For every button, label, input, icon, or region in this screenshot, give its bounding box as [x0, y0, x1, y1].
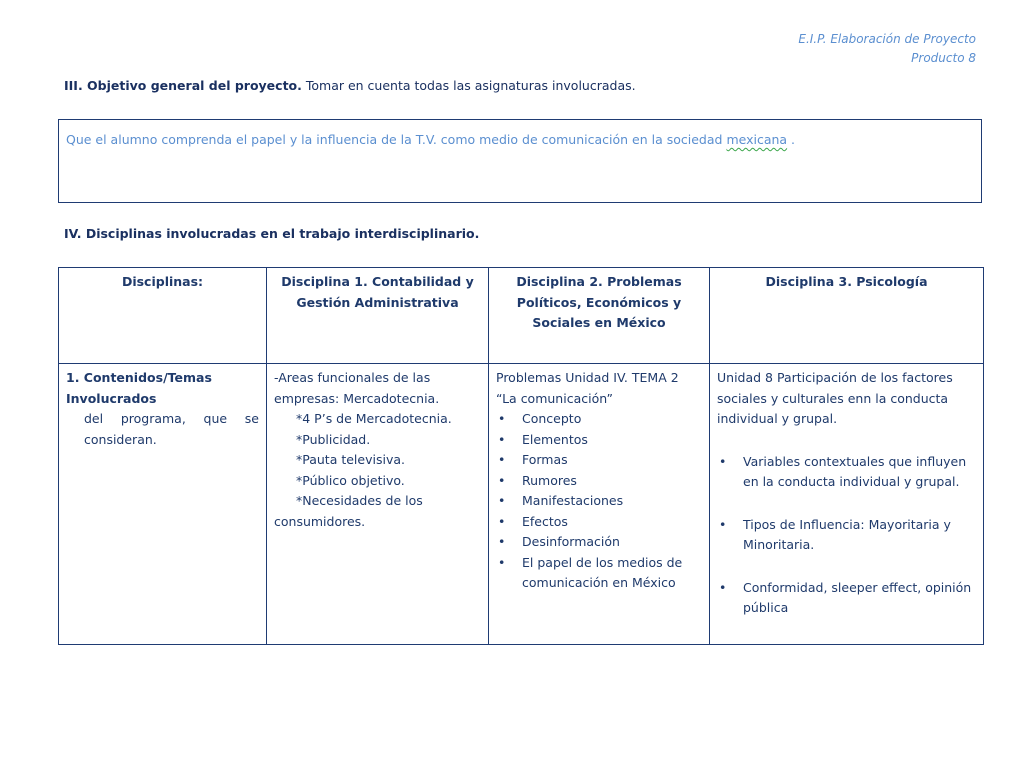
objective-end: . [787, 132, 796, 147]
list-item: • Formas [496, 450, 702, 471]
row-label-cell [59, 364, 267, 645]
list-item: • Concepto [496, 409, 702, 430]
document-header [798, 30, 976, 68]
list-item: *4 P’s de Mercadotecnia. [296, 411, 452, 426]
list-item: • Manifestaciones [496, 491, 702, 512]
disciplina-3-intro: Unidad 8 Participación de los factores sociales y culturales enn la conducta individual y grupal. [717, 370, 953, 426]
list-item: *Publicidad. [296, 431, 371, 447]
section-4-title [64, 226, 479, 241]
disciplina-2-list [496, 409, 702, 594]
disciplina-1-intro: -Areas funcionales de las empresas: Mercadotecnia. [274, 370, 440, 406]
disciplines-table [58, 267, 984, 645]
header-disciplinas: Disciplinas: [59, 268, 267, 364]
section-3-title [64, 78, 636, 93]
header-disciplina-2: Disciplina 2. Problemas Políticos, Económicos y Sociales en México [489, 268, 710, 364]
disciplina-1-cell [267, 364, 489, 645]
objective-box [58, 119, 982, 203]
row-label-rest: del programa, que se consideran. [84, 411, 259, 447]
list-item: *Pauta televisiva. [296, 452, 405, 467]
table-row [59, 364, 984, 645]
header-disciplina-1: Disciplina 1. Contabilidad y Gestión Administrativa [267, 268, 489, 364]
list-item: • Desinformación [496, 532, 702, 553]
section-4-title-text: IV. Disciplinas involucradas en el trabajo interdisciplinario. [64, 226, 480, 241]
header-line-1: E.I.P. Elaboración de Proyecto [798, 32, 976, 46]
list-item: • Efectos [496, 512, 702, 533]
section-3-title-rest: Tomar en cuenta todas las asignaturas involucradas. [301, 78, 636, 93]
header-disciplina-3: Disciplina 3. Psicología [710, 268, 984, 364]
section-3-title-bold: III. Objetivo general del proyecto. [64, 78, 302, 93]
list-item: *Necesidades de los consumidores. [274, 493, 423, 529]
list-item: *Público objetivo. [296, 472, 405, 488]
objective-underlined-word: mexicana [726, 132, 788, 147]
disciplina-2-cell [489, 364, 710, 645]
list-item: • El papel de los medios de comunicación en México [496, 553, 702, 594]
disciplina-3-list [717, 452, 976, 619]
header-line-2: Producto 8 [911, 51, 976, 65]
list-item: • Tipos de Influencia: Mayoritaria y Minoritaria. [717, 515, 976, 556]
list-item: • Variables contextuales que influyen en la conducta individual y grupal. [717, 452, 976, 493]
list-item: • Elementos [496, 430, 702, 451]
list-item: • Conformidad, sleeper effect, opinión pública [717, 578, 976, 619]
disciplina-2-intro: Problemas Unidad IV. TEMA 2 “La comunicación” [496, 370, 679, 406]
row-label-bold: 1. Contenidos/Temas Involucrados [66, 370, 212, 406]
objective-text: Que el alumno comprenda el papel y la influencia de la T.V. como medio de comunicación en la sociedad [66, 132, 727, 147]
list-item: • Rumores [496, 471, 702, 492]
disciplina-3-cell [710, 364, 984, 645]
table-header-row [59, 268, 984, 364]
